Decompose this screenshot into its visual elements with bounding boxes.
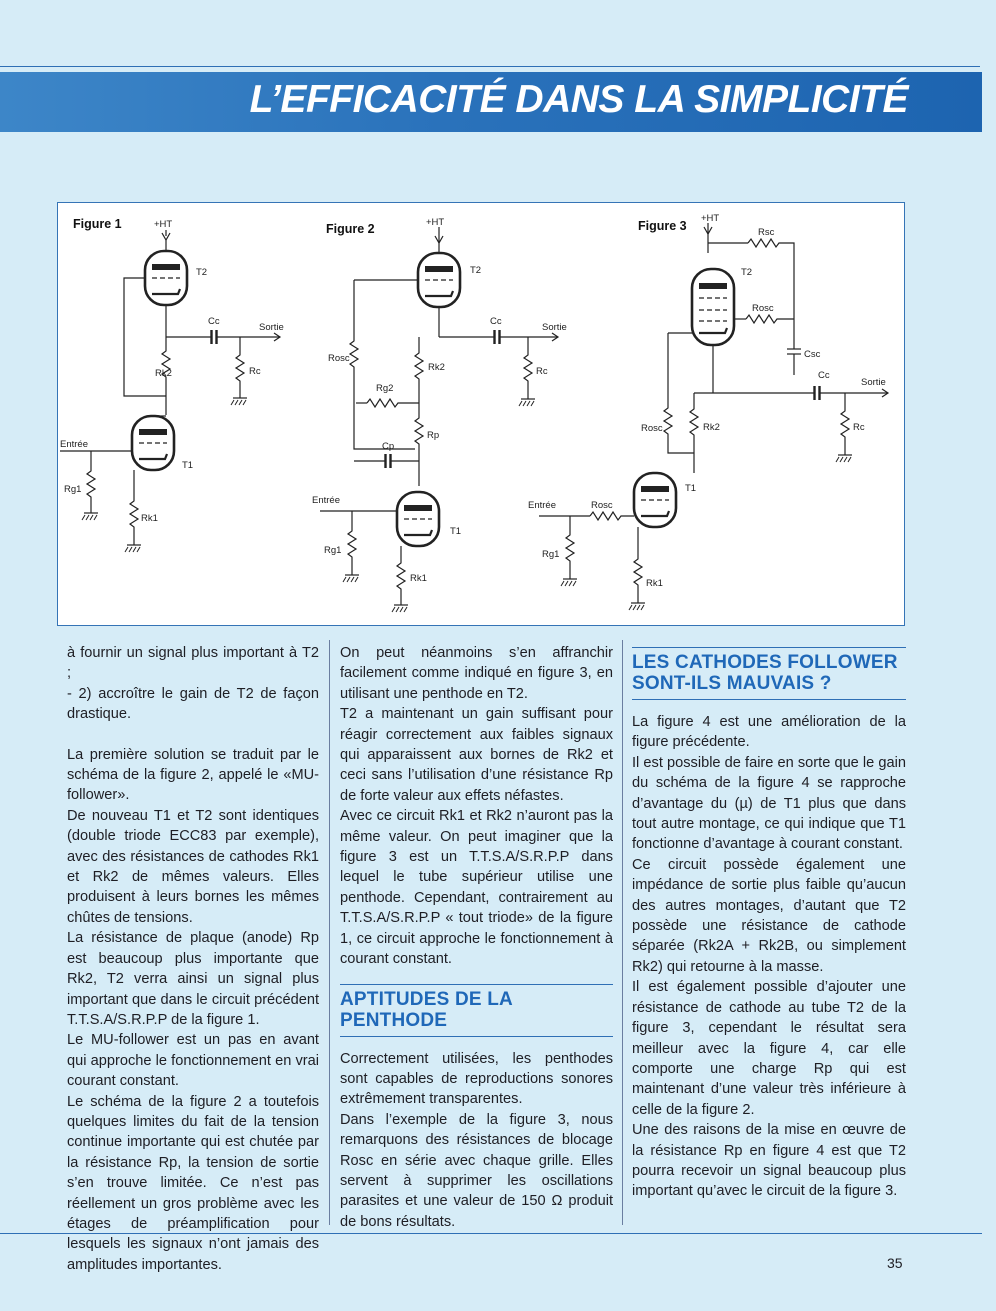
section-heading-block [632,647,906,700]
svg-text:Rc: Rc [853,422,865,433]
svg-text:Rosc: Rosc [328,353,350,364]
paragraph: Le schéma de la figure 2 a toutefois quelques limites du fait de la tension continue importante qui est chutée par la résistance Rp, la tension de sortie s’en trouve limitée. Ce n’est pas réellement un gros problème avec les étages de préamplification pour lesquels les signaux n’ont jamais des amplitudes importantes. [67,1093,319,1273]
svg-text:Rosc: Rosc [752,303,774,314]
paragraph: La résistance de plaque (anode) Rp est beaucoup plus importante que Rk2, T2 verra ainsi un signal plus important que dans le circuit précédent T.T.S.A/S.R.P.P de la figure 1. [67,930,319,1028]
svg-text:Cp: Cp [382,441,395,452]
paragraph: Ce circuit possède également une impédance de sortie plus faible qu’aucun des autres montages, d’autant que T2 possède une résistance de cathode séparée (Rk2A + Rk2B, ou simplement Rk2) qui retourne à la masse. [632,856,906,975]
svg-text:Sortie: Sortie [542,322,567,333]
svg-text:Cc: Cc [490,316,502,327]
svg-text:Entrée: Entrée [60,439,88,450]
paragraph: Il est également possible d’ajouter une résistance de cathode au tube T2 de la figure 3, cependant le résultat sera meilleur avec la figure 4, car elle comporte une charge Rp qui est maintenant d’une valeur très inférieure à celle de la figure 2. [632,979,906,1118]
svg-text:Rosc: Rosc [591,500,613,511]
svg-text:Rg1: Rg1 [64,484,82,495]
figure-2-caption: Figure 2 [326,222,375,236]
paragraph: T2 a maintenant un gain suffisant pour réagir correctement aux faibles signaux qui apparaissent aux bornes de Rk2 et ceci sans l’utilisation d’une résistance Rp de forte valeur aux effets néfastes. [340,706,613,804]
figure-1 [60,217,284,552]
svg-text:Rc: Rc [536,366,548,377]
svg-text:Cc: Cc [818,370,830,381]
svg-text:Rk2: Rk2 [428,362,445,373]
svg-text:Rp: Rp [427,430,440,441]
top-rule [0,66,980,67]
svg-text:Rk1: Rk1 [410,573,427,584]
svg-text:Rk2: Rk2 [703,422,720,433]
paragraph: Une des raisons de la mise en œuvre de la résistance Rp en figure 4 est que T2 pourra recevoir un signal beaucoup plus important qu’avec le circuit de la figure 3. [632,1122,906,1200]
svg-text:T2: T2 [470,265,482,276]
section-heading: LES CATHODES FOLLOWER SONT-ILS MAUVAIS ? [632,652,898,694]
paragraph: De nouveau T1 et T2 sont identiques (double triode ECC83 par exemple), avec des résistances de cathodes Rk1 et Rk2 de mêmes valeurs. Elles produisent à leurs bornes les mêmes chûtes de tensions. [67,807,319,926]
paragraph: Il est possible de faire en sorte que le gain du schéma de la figure 4 se rapproche d’avantage du (µ) de T1 plus que dans tout autre montage, ce qui indique que T1 fonctionne d’avantage à courant constant. [632,754,906,853]
column-divider [622,640,623,1225]
paragraph: Correctement utilisées, les penthodes sont capables de reproductions sonores extrêmement transparentes. [340,1050,613,1108]
svg-text:Sortie: Sortie [259,322,284,333]
svg-text:Rk2: Rk2 [155,368,172,379]
svg-text:Rosc: Rosc [641,423,663,434]
svg-text:T1: T1 [182,460,194,471]
svg-text:Rg1: Rg1 [542,549,560,560]
paragraph: La figure 4 est une amélioration de la figure précédente. [632,714,906,751]
page-number: 35 [887,1255,903,1271]
figure-3 [528,213,888,610]
svg-text:Rk1: Rk1 [141,513,158,524]
text-column-2 [340,643,613,1232]
svg-text:+HT: +HT [154,219,173,230]
paragraph: La première solution se traduit par le schéma de la figure 2, appelé le «MU-follower». [67,746,319,804]
svg-text:Sortie: Sortie [861,377,886,388]
figure-3-caption: Figure 3 [638,219,687,233]
paragraph: Le MU-follower est un pas en avant qui approche le fonctionnement en vrai courant constant. [67,1032,319,1090]
svg-text:Rsc: Rsc [758,227,775,238]
text-column-1 [67,643,319,1275]
paragraph: Avec ce circuit Rk1 et Rk2 n’auront pas la même valeur. On peut imaginer que la figure 3 est un T.T.S.A/S.R.P.P dans lequel le tube supérieur utilise une penthode. Cependant, contrairement au T.T.S.A/S.R.P.P « tout triode» de la figure 1, ce circuit approche le fonctionnement à courant constant. [340,808,613,968]
paragraph: - 2) accroître le gain de T2 de façon drastique. [67,685,319,723]
svg-text:Csc: Csc [804,349,821,360]
figure-1-caption: Figure 1 [73,217,122,231]
svg-text:T1: T1 [685,483,697,494]
column-divider [329,640,330,1225]
figures-panel [57,202,905,626]
svg-text:Entrée: Entrée [528,500,556,511]
svg-text:Rg1: Rg1 [324,545,342,556]
figure-2 [312,217,567,612]
paragraph: à fournir un signal plus important à T2 ; [67,645,319,682]
svg-text:T2: T2 [741,267,753,278]
page-title: L’EFFICACITÉ DANS LA SIMPLICITÉ [249,78,908,121]
svg-text:Rg2: Rg2 [376,383,394,394]
svg-text:+HT: +HT [701,213,720,224]
paragraph: On peut néanmoins s’en affranchir facilement comme indiqué en figure 3, en utilisant une penthode en T2. [340,645,613,702]
svg-text:Cc: Cc [208,316,220,327]
bottom-rule [0,1233,982,1234]
svg-text:T1: T1 [450,526,462,537]
svg-text:Rk1: Rk1 [646,578,663,589]
title-banner [0,72,982,132]
section-heading: APTITUDES DE LA PENTHODE [340,988,513,1031]
paragraph: Dans l’exemple de la figure 3, nous remarquons des résistances de blocage Rosc en série avec chaque grille. Elles servent à supprimer les oscillations parasites et une valeur de 150 Ω produit de bons résultats. [340,1111,613,1230]
section-heading-block [340,984,613,1037]
text-column-3 [632,643,906,1202]
svg-text:T2: T2 [196,267,208,278]
svg-text:+HT: +HT [426,217,445,228]
circuit-diagrams [58,203,904,625]
svg-text:Entrée: Entrée [312,495,340,506]
svg-text:Rc: Rc [249,366,261,377]
